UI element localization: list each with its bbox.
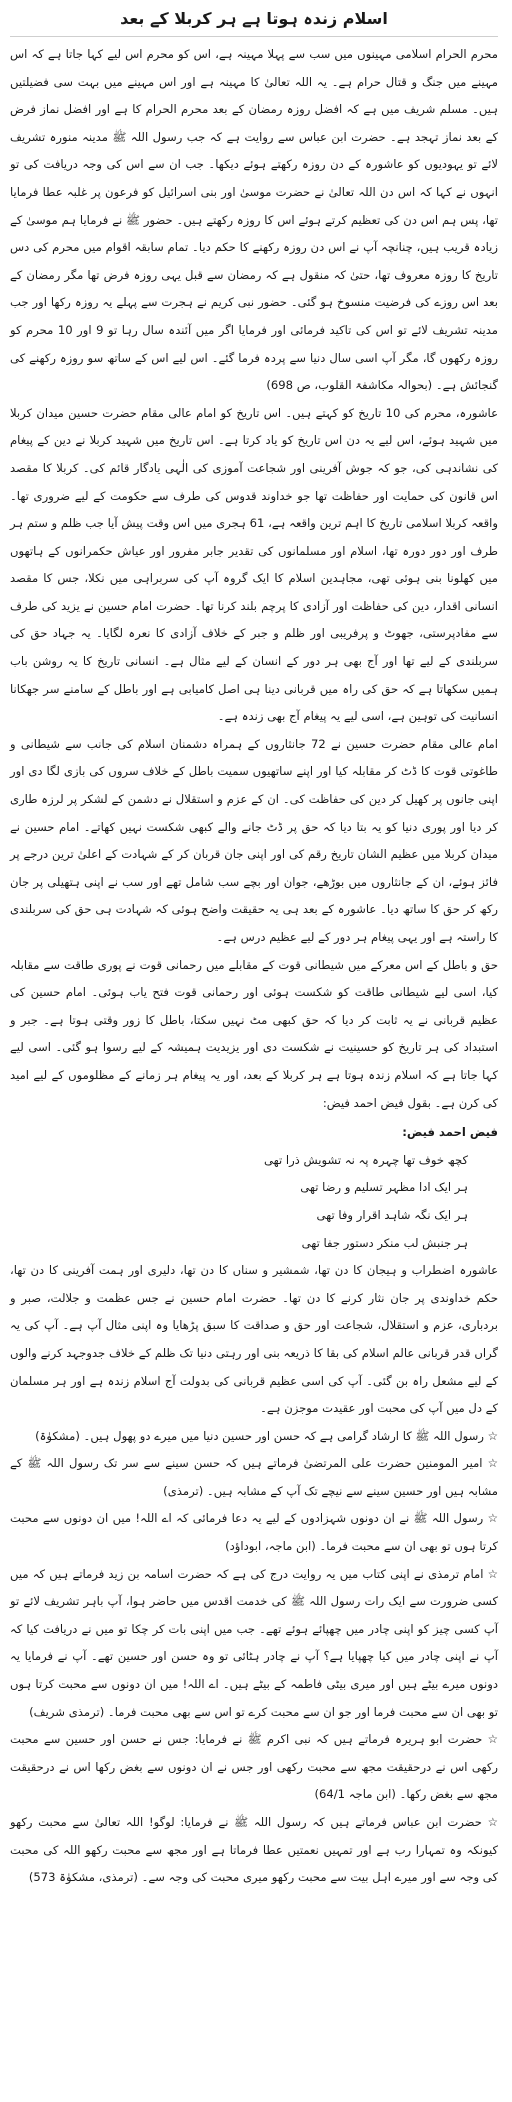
hadith-item: ☆ رسول اللہ ﷺ نے ان دونوں شہزادوں کے لیے یہ دعا فرمائی کہ اے اللہ! میں ان دونوں سے محبت کرتا ہوں تو بھی ان سے محبت فرما۔ (ابن ماجہ، ابوداؤد) bbox=[10, 1511, 498, 1554]
hadith-item: ☆ امام ترمذی نے اپنی کتاب میں یہ روایت درج کی ہے کہ حضرت اسامہ بن زید فرماتے ہیں کہ میں کسی ضرورت سے ایک رات رسول اللہ ﷺ کی خدمت اقدس میں حاضر ہوا، آپ باہر تشریف لائے تو آپ کسی چیز کو اپنی چادر میں چھپائے ہوئے تھے۔ جب میں اپنی بات کر چکا تو میں نے دریافت کیا کہ آپ نے اپنی چادر میں کیا چھپایا ہے؟ آپ نے چادر ہٹائی تو وہ حسن اور حسین تھے۔ آپ نے فرمایا یہ دونوں میرے بیٹے ہیں اور میری بیٹی فاطمہ کے بیٹے ہیں۔ اے اللہ! میں ان دونوں سے محبت کرتا ہوں تو بھی ان سے محبت فرما اور جو ان سے محبت کرے تو اس سے بھی محبت فرما۔ (ترمذی شریف) bbox=[10, 1566, 498, 1719]
poem-line: ہر جنبش لب منکر دستور جفا تھی bbox=[301, 1235, 468, 1250]
article-paragraph: امام عالی مقام حضرت حسین نے 72 جانثاروں کے ہمراہ دشمنان اسلام کی جانب سے شیطانی و طاغوتی قوت کا ڈٹ کر مقابلہ کیا اور اپنے ساتھیوں سمیت باطل کے خلاف سروں کی بازی لگا دی اور اپنی جانوں پر کھیل کر دین کی حفاظت کی۔ ان کے عزم و استقلال نے دشمن کے لشکر پر لرزہ طاری کر دیا اور پوری دنیا کو یہ بتا دیا کہ حق پر ڈٹ جانے والے کبھی شکست نہیں کھاتے۔ امام حسین نے میدان کربلا میں عظیم الشان تاریخ رقم کی اور اپنی جان قربان کر کے شہادت کے اعلیٰ ترین درجے پر فائز ہوئے، ان کے جانثاروں میں بوڑھے، جوان اور بچے سب شامل تھے اور سب نے اپنی ہتھیلی پر جان رکھ کر حق کا ساتھ دیا۔ عاشورہ کے بعد ہی یہ حقیقت واضح ہوئی کہ شہادت ہی حق کی سربلندی کا راستہ ہے اور یہی پیغام ہر دور کے لیے عظیم درس ہے۔ bbox=[10, 736, 498, 944]
poem-line: کچھ خوف تھا چہرہ پہ نہ تشویش ذرا تھی bbox=[263, 1152, 468, 1167]
article-paragraph: عاشورہ، محرم کی 10 تاریخ کو کہتے ہیں۔ اس تاریخ کو امام عالی مقام حضرت حسین میدان کربلا میں شہید ہوئے، اس لیے یہ دن اس تاریخ کو یاد کرتا ہے۔ اس تاریخ میں شہید کربلا نے دین کے پیغام کی نشاندہی کی، جو کہ جوش آفرینی اور شجاعت آموزی کی الٰہی یادگار قائم کی۔ کربلا کا مقصد اس قانون کی حمایت اور حفاظت تھا جو خداوند قدوس کی طرف سے حکومت کے لیے ضروری تھا۔ واقعہ کربلا اسلامی تاریخ کا اہم ترین واقعہ ہے، 61 ہجری میں اس وقت پیش آیا جب ظلم و ستم ہر طرف اور دور دورہ تھا، اسلام اور مسلمانوں کی تقدیر جابر مفرور اور عیاش حکمرانوں کے ہاتھوں میں کھلونا بنی ہوئی تھی، مجاہدین اسلام کا ایک گروہ آپ کی سربراہی میں نکلا، جس کا مقصد انسانی اقدار، دین کی حفاظت اور آزادی کا پرچم بلند کرنا تھا۔ حضرت امام حسین نے یزید کی طرف سے مفادپرستی، جھوٹ و پرفریبی اور ظلم و جبر کے خلاف آزادی کا نعرہ لگایا۔ یہ جہاد حق کی سربلندی کے لیے تھا اور آج بھی ہر دور کے انسان کے لیے مثال ہے۔ انسانی تاریخ کا یہ روشن باب ہمیں سکھاتا ہے کہ حق کی راہ میں قربانی دینا ہی اصل کامیابی ہے اور باطل کے سامنے سر جھکانا انسانیت کی توہین ہے، اسی لیے یہ پیغام آج بھی زندہ ہے۔ bbox=[10, 405, 498, 724]
article-title: اسلام زندہ ہوتا ہے ہر کربلا کے بعد bbox=[10, 6, 498, 37]
hadith-item: ☆ رسول اللہ ﷺ کا ارشاد گرامی ہے کہ حسن اور حسین دنیا میں میرے دو پھول ہیں۔ (مشکوٰۃ) bbox=[35, 1428, 498, 1443]
poem-author: فیض احمد فیض: bbox=[402, 1125, 498, 1140]
hadith-item: ☆ حضرت ابو ہریرہ فرماتے ہیں کہ نبی اکرم ﷺ نے فرمایا: جس نے حسن اور حسین سے محبت رکھی اس نے درحقیقت مجھ سے محبت رکھی اور جس نے ان دونوں سے بغض رکھا اس نے درحقیقت مجھ سے بغض رکھا۔ (ابن ماجہ 64/1) bbox=[10, 1732, 498, 1802]
article-paragraph: عاشورہ اضطراب و ہیجان کا دن تھا، شمشیر و سناں کا دن تھا، دلیری اور ہمت آفرینی کا دن تھا، حکم خداوندی پر جان نثار کرنے کا دن تھا۔ حضرت امام حسین نے جس عظمت و جلالت، صبر و بردباری، عزم و استقلال، شجاعت اور حق و صداقت کا سبق پڑھایا وہ اپنی مثال آپ ہے۔ آپ کی یہ گراں قدر قربانی عالم اسلام کی بقا کا ذریعہ بنی اور رہتی دنیا تک ظلم کے خلاف جدوجہد کرنے والوں کے لیے مشعل راہ بن گئی۔ آپ کی اسی عظیم قربانی کی بدولت آج اسلام زندہ ہے اور ہر مسلمان کے دل میں آپ کی محبت اور عقیدت موجزن ہے۔ bbox=[10, 1263, 498, 1416]
hadith-item: ☆ حضرت ابن عباس فرماتے ہیں کہ رسول اللہ ﷺ نے فرمایا: لوگو! اللہ تعالیٰ سے محبت رکھو کیونکہ وہ تمہارا رب ہے اور تمہیں نعمتیں عطا فرماتا ہے اور مجھ سے محبت رکھو اللہ کی محبت کی وجہ سے اور میرے اہل بیت سے محبت رکھو میری محبت کی وجہ سے۔ (ترمذی، مشکوٰۃ 573) bbox=[10, 1815, 498, 1885]
poem bbox=[10, 1147, 498, 1257]
poem-line: ہر ایک ادا مظہر تسلیم و رضا تھی bbox=[300, 1180, 468, 1195]
poem-line: ہر ایک نگہ شاہد اقرار وفا تھی bbox=[316, 1207, 468, 1222]
article-paragraph: محرم الحرام اسلامی مہینوں میں سب سے پہلا مہینہ ہے، اس کو محرم اس لیے کہا جاتا ہے کہ اس مہینے میں جنگ و قتال حرام ہے۔ یہ اللہ تعالیٰ کا مہینہ ہے اور اس مہینے میں بہت سی فضیلتیں ہیں۔ مسلم شریف میں ہے کہ افضل روزہ رمضان کے بعد محرم الحرام کا ہے اور افضل نماز فرض کے بعد نماز تہجد ہے۔ حضرت ابن عباس سے روایت ہے کہ جب رسول اللہ ﷺ مدینہ منورہ تشریف لائے تو یہودیوں کو عاشورہ کے دن روزہ رکھتے ہوئے دیکھا۔ جب ان سے اس کی وجہ دریافت کی تو انہوں نے کہا کہ اس دن اللہ تعالیٰ نے حضرت موسیٰ اور بنی اسرائیل کو فرعون پر غلبہ عطا فرمایا تھا، پس ہم اس دن کی تعظیم کرتے ہوئے اس کا روزہ رکھتے ہیں۔ حضور ﷺ نے فرمایا ہم موسیٰ کے زیادہ قریب ہیں، چنانچہ آپ نے اس دن روزہ رکھنے کا حکم دیا۔ تمام سابقہ اقوام میں محرم کی دس تاریخ کا روزہ معروف تھا، حتیٰ کہ منقول ہے کہ رمضان سے قبل یہی روزہ فرض تھا مگر رمضان کے بعد اس روزے کی فرضیت منسوخ ہو گئی۔ حضور نبی کریم نے ہجرت سے پہلے یہ روزہ رکھا اور جب مدینہ تشریف لائے تو اس کی تاکید فرمائی اور فرمایا اگر میں آئندہ سال رہا تو 9 اور 10 محرم کو روزہ رکھوں گا، مگر آپ اسی سال دنیا سے پردہ فرما گئے۔ اس لیے اس کے ساتھ سو روزہ رکھنے کی گنجائش ہے۔ (بحوالہ مکاشفۃ القلوب، ص 698) bbox=[10, 47, 498, 393]
article-paragraph: حق و باطل کے اس معرکے میں شیطانی قوت کے مقابلے میں رحمانی قوت نے پوری طاقت سے مقابلہ کیا، اسی لیے شیطانی طاقت کو شکست ہوئی اور رحمانی قوت فتح یاب ہوئی۔ امام حسین کی عظیم قربانی نے یہ ثابت کر دیا کہ حق کبھی مٹ نہیں سکتا، باطل کا زور وقتی ہوتا ہے۔ جبر و استبداد کی ہر تاریخ کو حسینیت نے شکست دی اور یزیدیت ہمیشہ کے لیے رسوا ہو گئی۔ اسی لیے کہا جاتا ہے کہ اسلام زندہ ہوتا ہے ہر کربلا کے بعد، اور یہ پیغام ہر زمانے کے مظلوموں کے لیے امید کی کرن ہے۔ بقول فیض احمد فیض: bbox=[10, 957, 498, 1110]
hadith-item: ☆ امیر المومنین حضرت علی المرتضیٰ فرماتے ہیں کہ حسن سینے سے سر تک رسول اللہ ﷺ کے مشابہ ہیں اور حسین سینے سے نیچے تک آپ کے مشابہ ہیں۔ (ترمذی) bbox=[10, 1456, 498, 1498]
